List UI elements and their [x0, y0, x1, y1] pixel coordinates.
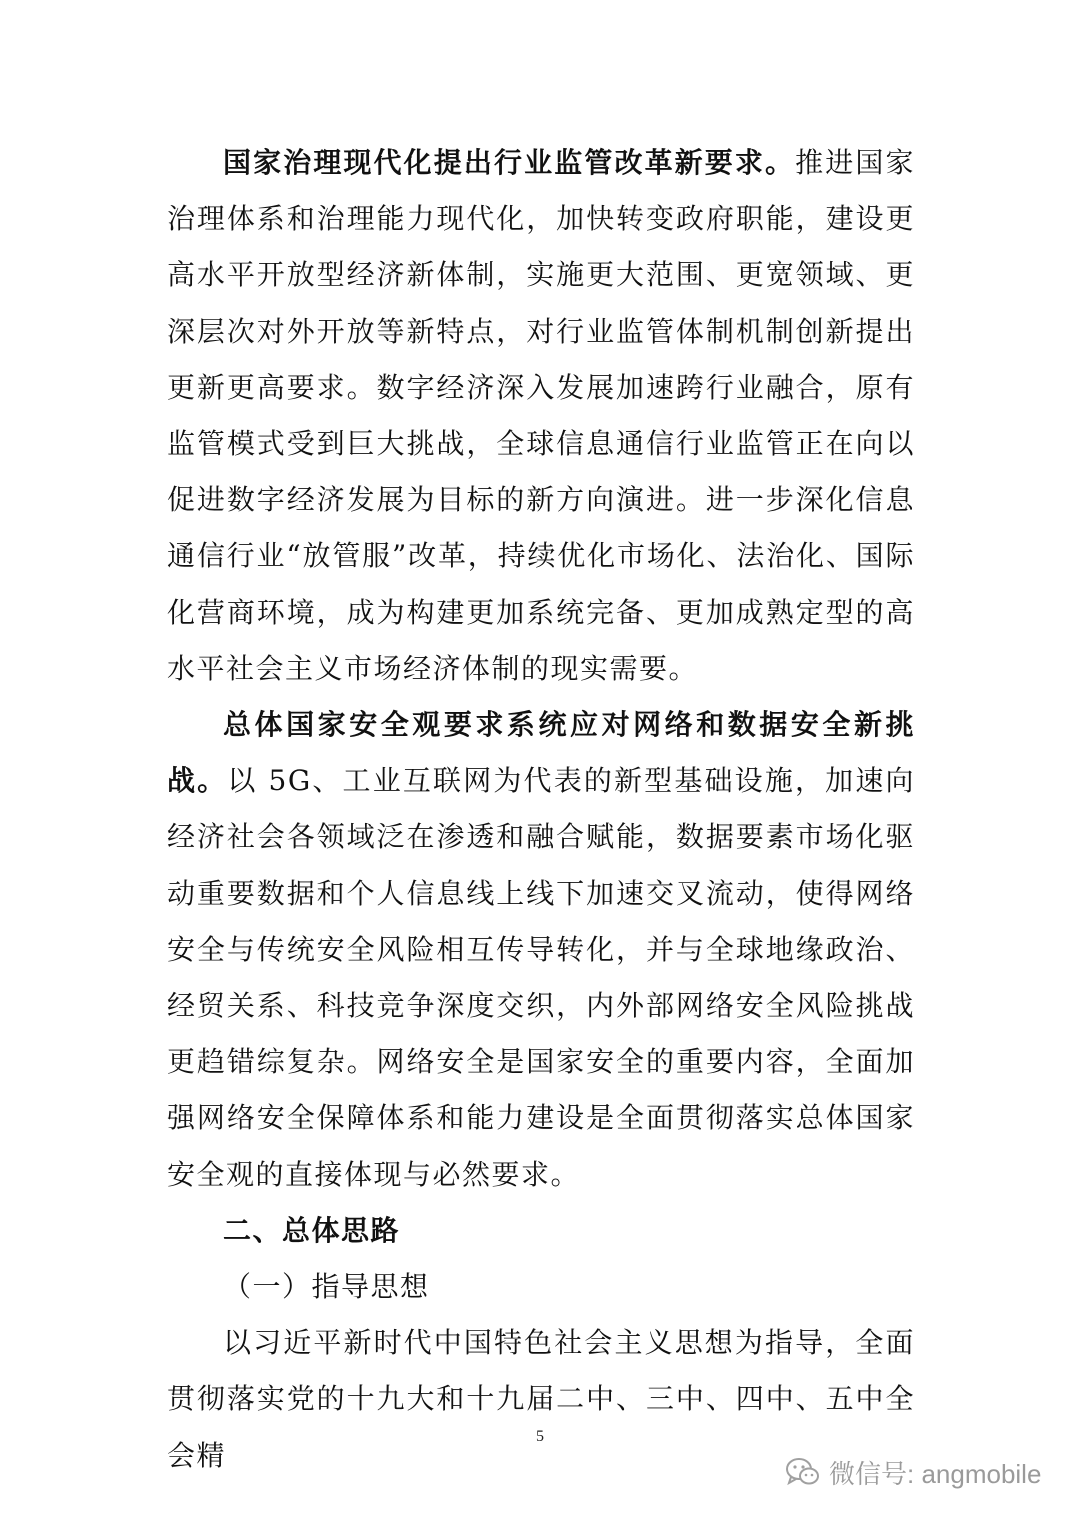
watermark	[785, 1452, 1041, 1492]
paragraph-lead-security: 总体国家安全观要求系统应对网络和数据安全新挑战。	[167, 708, 915, 798]
watermark-text: 微信号: angmobile	[829, 1458, 1042, 1489]
paragraph-guiding-thought: 以习近平新时代中国特色社会主义思想为指导，全面贯彻落实党的十九大和十九届二中、三中、四中、五中全会精	[167, 1326, 915, 1472]
wechat-icon	[785, 1456, 821, 1488]
paragraph-governance	[167, 135, 915, 697]
section-heading: 二、总体思路	[223, 1213, 401, 1247]
paragraph-text-security: 以 5G、工业互联网为代表的新型基础设施，加速向经济社会各领域泛在渗透和融合赋能，数据要素市场化驱动重要数据和个人信息线上线下加速交叉流动，使得网络安全与传统安全风险相互传导转化，并与全球地缘政治、经贸关系、科技竞争深度交织，内外部网络安全风险挑战更趋错综复杂。网络安全是国家安全的重要内容，全面加强网络安全保障体系和能力建设是全面贯彻落实总体国家安全观的直接体现与必然要求。	[167, 764, 915, 1191]
paragraph-text-governance: 推进国家治理体系和治理能力现代化，加快转变政府职能，建设更高水平开放型经济新体制，实施更大范围、更宽领域、更深层次对外开放等新特点，对行业监管体制机制创新提出更新更高要求。数字经济深入发展加速跨行业融合，原有监管模式受到巨大挑战，全球信息通信行业监管正在向以促进数字经济发展为目标的新方向演进。进一步深化信息通信行业“放管服”改革，持续优化市场化、法治化、国际化营商环境，成为构建更加系统完备、更加成熟定型的高水平社会主义市场经济体制的现实需要。	[167, 146, 915, 685]
paragraph-lead-governance: 国家治理现代化提出行业监管改革新要求。	[223, 146, 796, 179]
page-number: 5	[536, 1428, 544, 1445]
paragraph-security	[167, 697, 915, 1203]
document-body	[167, 135, 915, 1484]
subsection-heading: （一）指导思想	[223, 1270, 430, 1304]
